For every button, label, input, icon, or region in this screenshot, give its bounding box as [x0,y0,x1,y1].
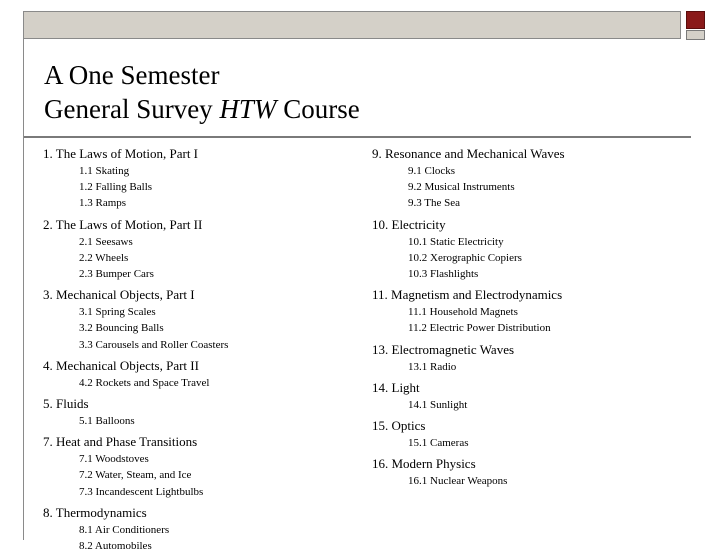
subtopic-item: 1.1 Skating [79,165,130,177]
subtopic-item: 2.3 Bumper Cars [79,268,154,281]
section-heading: 16. Modern Physics [372,456,476,472]
subtopic-item: 13.1 Radio [408,360,457,373]
section-heading: 2. The Laws of Motion, Part II [43,216,203,232]
subtopic-item: 9.3 The Sea [408,197,461,210]
subtopic-item: 2.2 Wheels [79,251,129,264]
subtopic-item: 3.3 Carousels and Roller Coasters [79,338,229,351]
title-bar-decoration [23,11,681,39]
subtopic-item: 7.2 Water, Steam, and Ice [79,469,192,482]
section-heading: 8. Thermodynamics [43,504,147,520]
subtopic-item: 2.1 Seesaws [79,235,133,248]
subtopic-item: 4.2 Rockets and Space Travel [79,376,210,389]
section-heading: 10. Electricity [372,216,446,232]
subtopic-item: 11.2 Electric Power Distribution [408,322,551,335]
section-heading: 15. Optics [372,418,426,434]
section-heading: 14. Light [372,379,420,395]
subtopic-item: 15.1 Cameras [408,437,469,450]
subtopic-item: 8.1 Air Conditioners [79,523,170,536]
corner-square-light [686,30,705,40]
left-outline-column [43,146,363,553]
section-heading: 11. Magnetism and Electrodynamics [372,287,563,303]
subtopic-item: 10.1 Static Electricity [408,235,504,248]
subtopic-item: 14.1 Sunlight [408,398,468,411]
section-heading: 9. Resonance and Mechanical Waves [372,146,565,161]
subtopic-item: 3.1 Spring Scales [79,306,156,319]
slide-title [44,58,360,126]
section-heading: 13. Electromagnetic Waves [372,341,515,357]
title-htw: HTW [219,94,277,124]
subtopic-item: 1.3 Ramps [79,197,127,210]
subtopic-item: 11.1 Household Magnets [408,306,518,319]
subtopic-item: 10.3 Flashlights [408,268,479,281]
subtopic-item: 7.3 Incandescent Lightbulbs [79,485,204,498]
title-divider [24,136,691,138]
section-heading: 3. Mechanical Objects, Part I [43,287,195,303]
subtopic-item: 3.2 Bouncing Balls [79,322,164,335]
subtopic-item: 1.2 Falling Balls [79,181,153,194]
subtopic-item: 7.1 Woodstoves [79,453,149,466]
right-outline-column [372,146,702,488]
section-heading: 5. Fluids [43,396,89,412]
subtopic-item: 10.2 Xerographic Copiers [408,251,522,264]
subtopic-item: 9.2 Musical Instruments [408,181,515,194]
left-vertical-rule [23,39,24,540]
title-line-1: A One Semester [44,60,220,90]
section-heading: 4. Mechanical Objects, Part II [43,357,199,373]
subtopic-item: 8.2 Automobiles [79,540,152,553]
subtopic-item: 5.1 Balloons [79,415,135,428]
subtopic-item: 9.1 Clocks [408,165,456,177]
title-line-2-end: Course [276,94,360,124]
title-line-2-start: General Survey [44,94,220,124]
subtopic-item: 16.1 Nuclear Weapons [408,475,508,488]
corner-square-dark [686,11,705,29]
section-heading: 1. The Laws of Motion, Part I [43,146,199,161]
section-heading: 7. Heat and Phase Transitions [43,434,198,450]
